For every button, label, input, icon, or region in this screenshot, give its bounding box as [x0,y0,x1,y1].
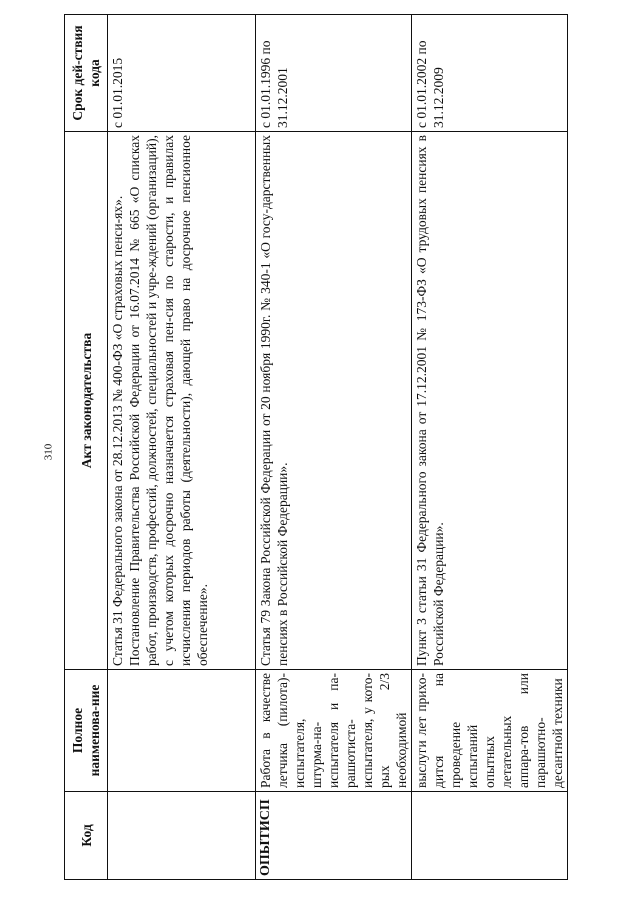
header-act: Акт законодательства [65,132,108,670]
act-paragraph: Пункт 3 статьи 31 Федерального закона от 17.12.2001 № 173-ФЗ «О трудовых пенсиях в Российской Федерации». [414,135,446,666]
act-cell [256,132,412,670]
act-paragraph: Постановление Правительства Российской Федерации от 16.07.2014 № 665 «О списках работ, производств, профессий, должностей, специальностей и учре-ждений (организаций), с учетом которых досрочно назначается страховая пен-сия по старости, и правилах исчисления периодов работы (деятельности), дающей право на досрочное пенсионное обеспечение». [127,135,210,666]
name-cell [108,670,256,792]
header-term: Срок дей-ствия кода [65,15,108,132]
table-row [412,15,568,880]
act-paragraph: Статья 31 Федерального закона от 28.12.2013 № 400-ФЗ «О страховых пенси-ях». [110,195,125,666]
name-cell: выслуги лет прихо-дится на проведение испытаний опытных летательных аппара-тов или парашютно-десантной техники [412,670,568,792]
page-number: 310 [42,443,55,461]
codes-table [64,14,568,880]
term-cell: с 01.01.1996 по 31.12.2001 [256,15,412,132]
header-row [65,15,108,880]
table-row [108,15,256,880]
act-paragraph: Статья 79 Закона Российской Федерации от 20 ноября 1990г. № 340-1 «О госу-дарственных пенсиях в Российской Федерации». [258,135,290,666]
act-cell [412,132,568,670]
name-cell: Работа в качестве летчика (пилота)-испытателя, штурма-на-испытателя и па-рашютиста-испытателя, у кото-рых 2/3 необходимой [256,670,412,792]
term-cell: с 01.01.2015 [108,15,256,132]
act-cell [108,132,256,670]
term-cell: с 01.01.2002 по 31.12.2009 [412,15,568,132]
code-cell: ОПЫТИСП [256,792,412,880]
code-cell [412,792,568,880]
rotated-table-container [64,15,565,880]
table-row [256,15,412,880]
code-cell [108,792,256,880]
header-code: Код [65,792,108,880]
header-name: Полное наименова-ние [65,670,108,792]
